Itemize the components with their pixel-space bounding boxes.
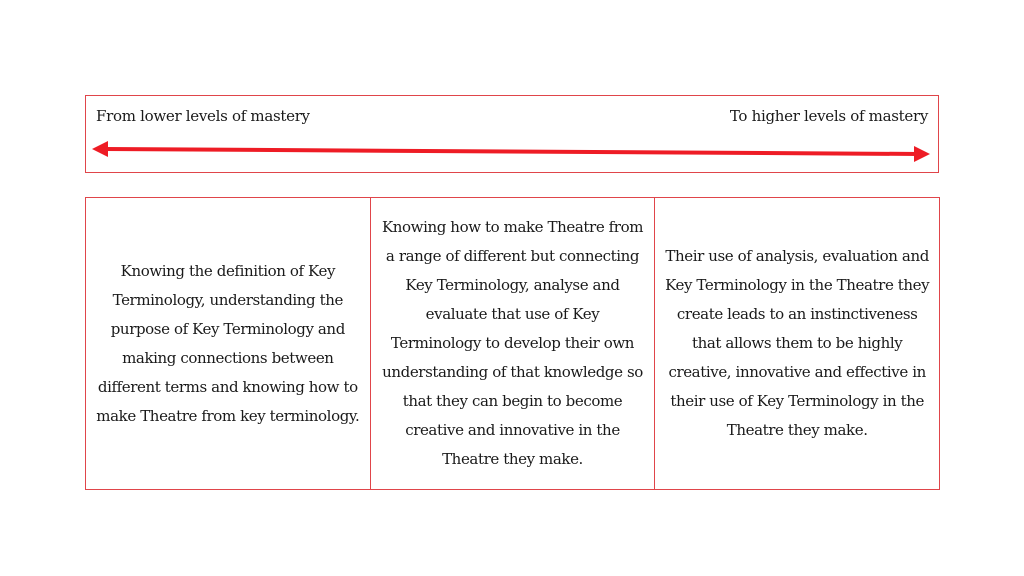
mastery-scale-box — [85, 95, 939, 173]
level-cell-higher — [654, 198, 939, 489]
level-text-higher: Their use of analysis, evaluation and Key Terminology in the Theatre they create leads to an instinctiveness that allows them to be highly creative, innovative and effective in their use of Key Terminology in the Theatre they make. — [665, 247, 930, 439]
level-cell-middle — [370, 198, 655, 489]
level-cell-lower — [86, 198, 370, 489]
arrow-head-left — [92, 141, 108, 157]
mastery-levels-table — [85, 197, 940, 490]
double-headed-arrow-icon — [86, 136, 938, 166]
arrow-head-right — [914, 146, 930, 162]
arrow-shaft — [104, 149, 920, 154]
level-text-middle: Knowing how to make Theatre from a range of different but connecting Key Terminology, analyse and evaluate that use of Key Terminology to develop their own understanding of that knowledge so that they can begin to become creative and innovative in the Theatre they make. — [381, 218, 644, 468]
lower-mastery-label: From lower levels of mastery — [96, 107, 310, 125]
level-text-lower: Knowing the definition of Key Terminology, understanding the purpose of Key Terminology and making connections between different terms and knowing how to make Theatre from key terminology. — [96, 261, 360, 425]
higher-mastery-label: To higher levels of mastery — [729, 107, 928, 125]
